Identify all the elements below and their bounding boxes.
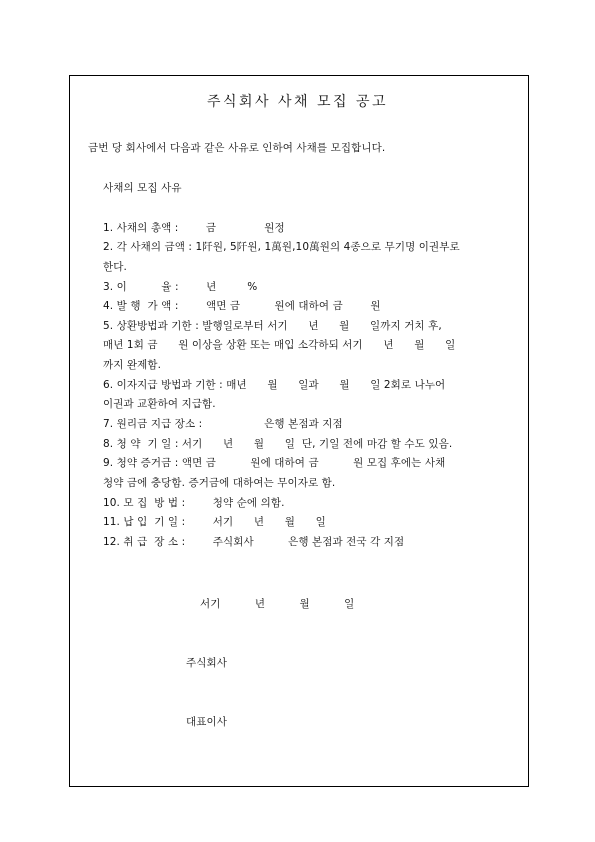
ceo-label: 대표이사 xyxy=(186,716,227,728)
item-line: 3. 이 율 : 년 % xyxy=(103,281,258,293)
item-line: 청약 금에 충당함. 증거금에 대하여는 무이자로 함. xyxy=(103,477,336,489)
item-line: 한다. xyxy=(103,261,127,273)
date-line: 서기 년 월 일 xyxy=(200,598,355,610)
item-line: 1. 사채의 총액 : 금 원정 xyxy=(103,222,285,234)
page-title: 주식회사 사채 모집 공고 xyxy=(206,94,389,110)
item-line: 매년 1회 금 원 이상을 상환 또는 매입 소각하되 서기 년 월 일 xyxy=(103,339,456,351)
intro-text: 금번 당 회사에서 다음과 같은 사유로 인하여 사채를 모집합니다. xyxy=(88,142,386,154)
item-line: 이권과 교환하여 지급함. xyxy=(103,398,216,410)
item-line: 2. 각 사채의 금액 : 1阡원, 5阡원, 1萬원,10萬원의 4종으로 무기명 이권부로 xyxy=(103,241,460,253)
item-line: 9. 청약 증거금 : 액면 금 원에 대하여 금 원 모집 후에는 사채 xyxy=(103,457,446,469)
reason-heading: 사채의 모집 사유 xyxy=(103,182,182,194)
item-line: 까지 완제함. xyxy=(103,359,162,371)
item-line: 7. 원리금 지급 장소 : 은행 본점과 지점 xyxy=(103,418,343,430)
company-label: 주식회사 xyxy=(186,657,227,669)
item-line: 11. 납 입 기 일 : 서기 년 월 일 xyxy=(103,516,326,528)
item-line: 10. 모 집 방 법 : 청약 순에 의함. xyxy=(103,497,285,509)
item-line: 8. 청 약 기 일 : 서기 년 월 일 단, 기일 전에 마감 할 수도 있음. xyxy=(103,438,453,450)
item-line: 12. 취 급 장 소 : 주식회사 은행 본점과 전국 각 지점 xyxy=(103,536,405,548)
item-line: 4. 발 행 가 액 : 액면 금 원에 대하여 금 원 xyxy=(103,300,381,312)
item-line: 6. 이자지급 방법과 기한 : 매년 월 일과 월 일 2회로 나누어 xyxy=(103,379,446,391)
item-line: 5. 상환방법과 기한 : 발행일로부터 서기 년 월 일까지 거치 후, xyxy=(103,320,442,332)
